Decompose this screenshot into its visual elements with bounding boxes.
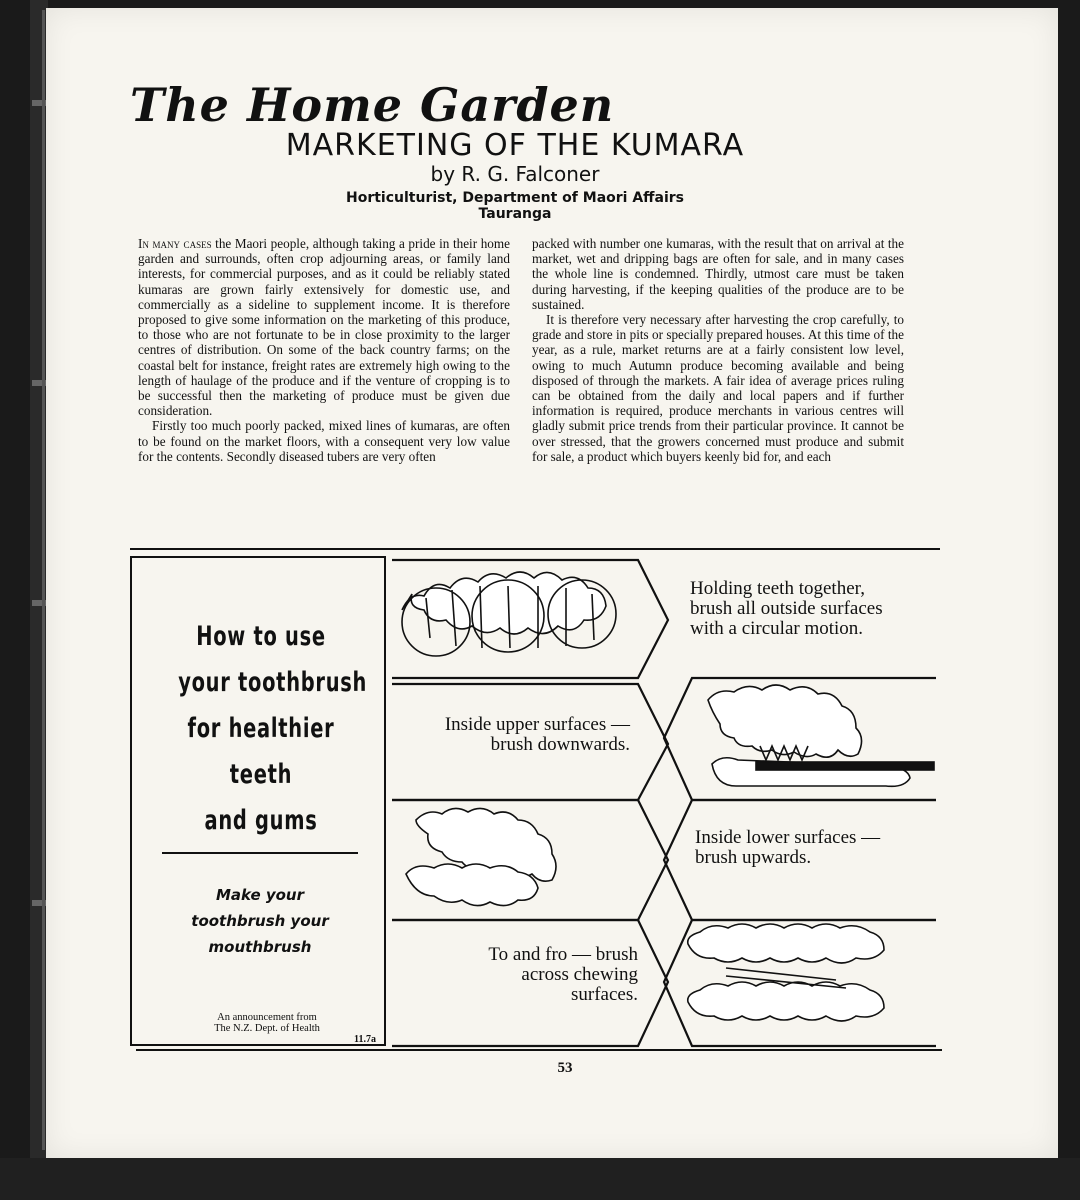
paragraph: It is therefore very necessary after harvesting the crop carefully, to grade and store in pits or specially prepared houses. At this time of the year, as a rule, market returns are at a fairly consistent low level, owing to much Autumn produce becoming available and being disposed of through the markets. A fair idea of average prices ruling can be obtained from the daily and local papers and if further information is required, produce merchants in various centres will gladly submit price trends from their particular province. It cannot be over stressed, that the growers concerned must produce and submit for sale, a product which buyers keenly bid for, and each [532, 312, 904, 464]
article-column-right [532, 236, 904, 464]
article-column-left [138, 236, 510, 464]
ad-announcement [192, 1012, 342, 1034]
ad-slogan [162, 882, 358, 960]
ad-headline-line: How to use [196, 621, 326, 652]
ad-headline-line: for healthier [187, 713, 335, 744]
scan-bottom-edge [0, 1158, 1080, 1200]
paragraph [138, 236, 510, 418]
masthead: The Home Garden [130, 78, 615, 132]
instruction-chewing-surfaces: To and fro — brush across chewing surfaces. [488, 944, 638, 1005]
advertisement-title-panel [130, 556, 386, 1046]
article-title: MARKETING OF THE KUMARA [285, 128, 745, 163]
advertisement-bottom-rule [136, 1049, 942, 1051]
instruction-inside-lower: Inside lower surfaces — brush upwards. [695, 827, 881, 868]
ad-divider [162, 852, 358, 854]
paragraph: packed with number one kumaras, with the result that on arrival at the market, wet and dripping bags are often for sale, and in many cases the whole line is condemned. Thirdly, utmost care must be taken during harvesting, if the keeping qualities of the produce are to be sustained. [532, 236, 904, 312]
slogan-line: toothbrush your [191, 912, 329, 930]
instruction-inside-upper: Inside upper surfaces — brush downwards. [444, 714, 630, 755]
affiliation-location: Tauranga [478, 206, 552, 222]
ad-headline-line: your toothbrush [178, 667, 368, 698]
ad-headline-line: and gums [204, 805, 318, 836]
paragraph: Firstly too much poorly packed, mixed lines of kumaras, are often to be found on the market floors, with a consequent very low value for the contents. Secondly diseased tubers are very often [138, 418, 510, 464]
teeth-chewing-illustration [688, 924, 884, 1021]
article-byline: by R. G. Falconer [430, 162, 600, 186]
ad-code: 11.7a [354, 1034, 376, 1045]
paragraph-text: the Maori people, although taking a pride in their home garden and surrounds, often crop adjourning areas, or family land interests, for commercial purposes, and as it could be reliably stated kumaras are grown fairly extensively for domestic use, and commercially as a sideline to supplement income. It is therefore proposed to give some information on the marketing of this produce, to those who are not fortunate to be in close proximity to the larger centres of distribution. On some of the back country farms; on the coastal belt for instance, freight rates are extremely high owing to the length of haulage of the produce and if the venture of cropping is to be successful then the marketing of produce must be given due consideration. [138, 236, 510, 419]
page-number: 53 [557, 1060, 573, 1076]
teeth-outer-illustration [402, 572, 606, 648]
ad-headline-line: teeth [229, 759, 293, 790]
teeth-inside-upper-illustration [708, 685, 934, 786]
lead-caps: In many cases [138, 236, 212, 251]
instruction-outside-surfaces: Holding teeth together, brush all outside surfaces with a circular motion. [690, 578, 883, 639]
ad-headline [178, 614, 368, 844]
announcement-line: The N.Z. Dept. of Health [214, 1023, 320, 1034]
slogan-line: Make your [215, 886, 305, 904]
announcement-line: An announcement from [217, 1012, 317, 1023]
author-affiliation [0, 190, 1030, 222]
teeth-inside-lower-illustration [406, 808, 556, 905]
affiliation-department: Horticulturist, Department of Maori Affairs [346, 190, 684, 206]
slogan-line: mouthbrush [208, 938, 312, 956]
